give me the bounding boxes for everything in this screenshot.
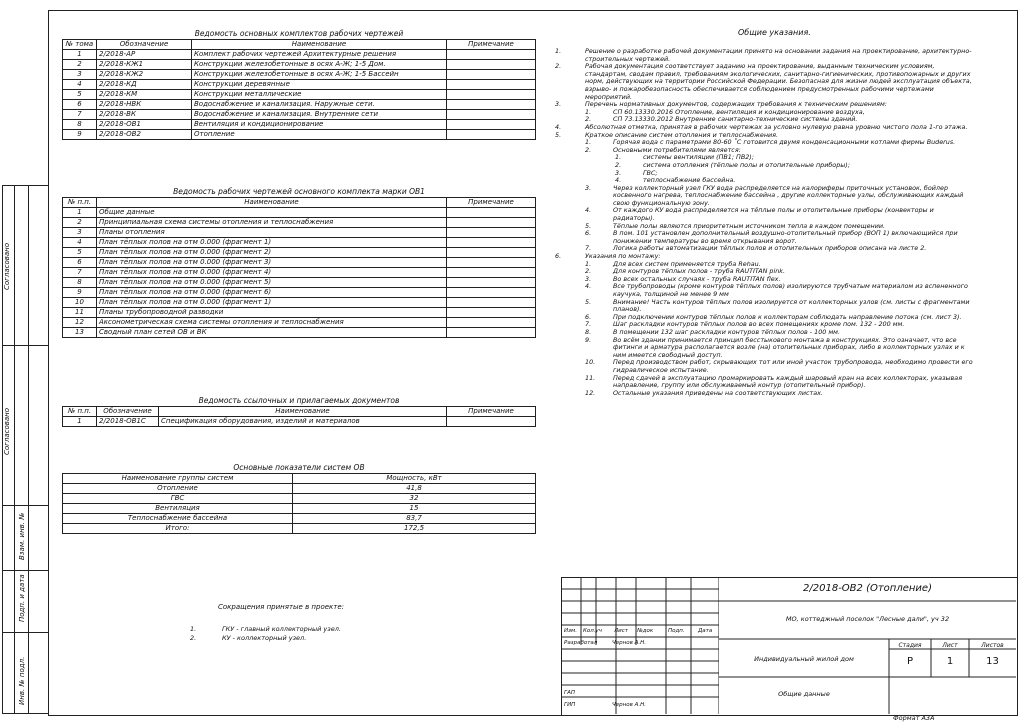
table-cell: 172,5	[293, 524, 536, 534]
side-label: Подп. и дата	[18, 574, 26, 622]
table-cell	[447, 70, 536, 80]
table-cell: 12	[63, 318, 97, 328]
table-row	[63, 248, 536, 258]
table-cell: 2/2018-НВК	[97, 100, 192, 110]
table-cell: Конструкции деревянные	[192, 80, 447, 90]
table-row	[63, 60, 536, 70]
project-address: МО, коттеджный поселок "Лесные дали", уч 32	[785, 615, 950, 623]
table-cell: ГВС	[63, 494, 293, 504]
col-header: Наименование	[159, 407, 447, 417]
table-cell: Вентиляция	[63, 504, 293, 514]
table-cell: План тёплых полов на отм 0.000 (фрагмент 3)	[97, 258, 447, 268]
side-label: Согласовано	[3, 407, 11, 455]
sheets-label: Листов	[981, 642, 1004, 649]
table-cell: 7	[63, 268, 97, 278]
note-number: 1.	[585, 107, 592, 116]
table-cell: План тёплых полов на отм 0.000 (фрагмент 6)	[97, 288, 447, 298]
table-cell: Вентиляция и кондиционирование	[192, 120, 447, 130]
note-text: Остальные указания приведены на соответствующих листах.	[613, 388, 823, 397]
main-sets-table	[62, 27, 536, 140]
table-cell	[447, 218, 536, 228]
table-cell	[447, 100, 536, 110]
note-number: 5.	[585, 297, 592, 306]
table-cell	[447, 90, 536, 100]
table-cell: Аксонометрическая схема системы отопления и теплоснабжения	[97, 318, 447, 328]
note-item	[555, 230, 975, 245]
note-text: система отопления (тёплые полы и отопительные приборы);	[643, 160, 850, 169]
table-cell	[447, 288, 536, 298]
table-row	[63, 90, 536, 100]
table-row	[63, 50, 536, 60]
table-cell: 3	[63, 228, 97, 238]
note-item	[555, 207, 975, 222]
table-row	[63, 228, 536, 238]
table-title: Ведомость основных комплектов рабочих чертежей	[194, 28, 404, 38]
table-cell: 2/2018-КЖ2	[97, 70, 192, 80]
table-cell: 6	[63, 258, 97, 268]
stamp-header: Изм.	[564, 628, 577, 634]
sheets-value: 13	[986, 656, 999, 667]
note-number: 12.	[585, 388, 596, 397]
table-cell: Принципиальная схема системы отопления и теплоснабжения	[97, 218, 447, 228]
stamp-role: ГИП	[564, 702, 576, 708]
table-cell: 6	[63, 100, 97, 110]
note-text: Для всех систем применяется труба Rehau.	[613, 259, 761, 268]
table-cell: 2/2018-ОВ2	[97, 130, 192, 140]
table-title: Ведомость рабочих чертежей основного комплекта марки ОВ1	[173, 186, 425, 196]
table-cell: Конструкции железобетонные в осях А-Ж; 1-5 Бассейн	[192, 70, 447, 80]
table-cell	[447, 298, 536, 308]
stamp-role: ГАП	[564, 690, 575, 696]
table-row	[63, 298, 536, 308]
note-text: Логика работы автоматизации тёплых полов и отопительных приборов описана на листе 2.	[613, 244, 927, 253]
note-text: В пом. 101 установлен дополнительный воздушно-отопительный прибор (ВОП 1) включающийся при понижении температуры во время открывания ворот.	[613, 229, 958, 245]
notes-list	[555, 48, 975, 397]
col-header: № п.п.	[63, 198, 97, 208]
col-header: Примечание	[447, 40, 536, 50]
note-number: 2.	[585, 267, 592, 276]
col-header: Мощность, кВт	[293, 474, 536, 484]
note-text: Рабочая документация соответствует заданию на проектирование, выданным техническим условиям, стандартам, сводам правил, требованиям экологических, санитарно-гигиенических, противопожарных и других норм, действующих на территории Российской Федерации. Безопасная для жизни людей эксплуатация объекта, взрыво- и пожаробезопасность обеспечивается соблюдением предусмотренных рабочими чертежами мероприятий.	[585, 62, 972, 101]
side-strip-inner	[14, 185, 49, 714]
note-number: 7.	[585, 244, 592, 253]
note-number: 1.	[585, 138, 592, 147]
table-cell	[447, 318, 536, 328]
note-text: СП 60.13330.2016 Отопление, вентиляция и кондиционирование воздуха,	[613, 107, 865, 116]
table-row	[63, 318, 536, 328]
note-number: 4.	[555, 122, 562, 131]
table-cell: 9	[63, 288, 97, 298]
table-cell	[447, 248, 536, 258]
side-divider	[2, 505, 48, 506]
stamp-header: №док	[637, 628, 654, 634]
table-cell: 1	[63, 208, 97, 218]
note-number: 4.	[615, 176, 622, 185]
table-cell: 9	[63, 130, 97, 140]
table-cell: Планы трубопроводной разводки	[97, 308, 447, 318]
note-item	[555, 283, 975, 298]
table-row	[63, 328, 536, 338]
table-cell	[447, 228, 536, 238]
abbrev-text: КУ - коллекторный узел.	[222, 634, 307, 642]
table-cell	[447, 258, 536, 268]
table-cell	[447, 328, 536, 338]
note-text: Горячая вода с параметрами 80-60 ˚С готовится двумя конденсационными котлами фирмы Buderus.	[613, 138, 956, 147]
note-number: 5.	[585, 221, 592, 230]
note-text: Указания по монтажу:	[585, 252, 661, 261]
stage-label: Стадия	[898, 642, 922, 649]
table-cell: План тёплых полов на отм 0.000 (фрагмент 1)	[97, 238, 447, 248]
table-cell: 1	[63, 417, 97, 427]
note-number: 1.	[585, 259, 592, 268]
table-row	[63, 484, 536, 494]
col-header: Примечание	[447, 407, 536, 417]
note-number: 5.	[555, 130, 562, 139]
note-text: Во всём здании принимается принцип бесстыкового монтажа в конструкциях. Это означает, что все фитинги и арматура располагается возле (на) отопительных приборах, либо в коллекторных узлах и к ним имеется свободный доступ.	[613, 335, 965, 359]
table-cell: План тёплых полов на отм 0.000 (фрагмент 2)	[97, 248, 447, 258]
table-cell: 2/2018-АР	[97, 50, 192, 60]
sheet-label: Лист	[942, 642, 958, 649]
table-cell	[447, 50, 536, 60]
object-name: Индивидуальный жилой дом	[754, 655, 854, 663]
col-header: № п.п.	[63, 407, 97, 417]
note-text: Перед производством работ, скрывающих тот или иной участок трубопровода, необходимо провести его гидравлическое испытание.	[613, 358, 973, 374]
col-header: Наименование группы систем	[63, 474, 293, 484]
table-row	[63, 258, 536, 268]
table-cell: 32	[293, 494, 536, 504]
side-label: Взам. инв. №	[18, 512, 26, 560]
abbrev-num: 1.	[190, 625, 197, 633]
table-row	[63, 494, 536, 504]
table-cell: Спецификация оборудования, изделий и материалов	[159, 417, 447, 427]
side-label: Согласовано	[3, 242, 11, 290]
note-text: теплоснабжение бассейна.	[643, 176, 736, 185]
note-text: Основными потребителями является:	[613, 145, 741, 154]
indicators-table	[62, 461, 536, 534]
table-row	[63, 514, 536, 524]
table-cell	[447, 278, 536, 288]
table-cell: 4	[63, 80, 97, 90]
note-number: 9.	[585, 335, 592, 344]
stamp-person: Чернов А.Н.	[612, 702, 646, 708]
table-cell: Водоснабжение и канализация. Внутренние сети	[192, 110, 447, 120]
note-text: Для контуров тёплых полов - труба RAUTITAN pink.	[613, 267, 786, 276]
note-number: 4.	[585, 282, 592, 291]
table-cell: Отопление	[63, 484, 293, 494]
table-cell: 5	[63, 90, 97, 100]
table-row	[63, 130, 536, 140]
note-text: Через коллекторный узел ГКУ вода распределяется на калориферы приточных установок, бойлер косвенного нагрева, теплоснабжение бассейна , другие коллекторные узлы, обслуживающих каждый свою функциональную зону.	[613, 183, 964, 207]
note-text: системы вентиляции (ПВ1; ПВ2);	[643, 153, 754, 162]
abbrev-text: ГКУ - главный коллекторный узел.	[222, 625, 341, 633]
col-header: Наименование	[192, 40, 447, 50]
note-text: СП 73.13330.2012 Внутренние санитарно-технические системы зданий.	[613, 115, 858, 124]
note-number: 6.	[585, 229, 592, 238]
table-cell	[447, 130, 536, 140]
table-cell: 10	[63, 298, 97, 308]
table-row	[63, 278, 536, 288]
table-cell: 2/2018-КМ	[97, 90, 192, 100]
table-row	[63, 268, 536, 278]
table-cell: 2/2018-ОВ1	[97, 120, 192, 130]
table-cell	[447, 60, 536, 70]
note-number: 3.	[585, 274, 592, 283]
note-number: 2.	[585, 115, 592, 124]
table-cell: План тёплых полов на отм 0.000 (фрагмент 1)	[97, 298, 447, 308]
table-row	[63, 308, 536, 318]
table-row	[63, 208, 536, 218]
table-row	[63, 288, 536, 298]
note-number: 3.	[555, 100, 562, 109]
table-cell: 3	[63, 70, 97, 80]
table-cell: 2/2018-КД	[97, 80, 192, 90]
col-header: Примечание	[447, 198, 536, 208]
table-cell: План тёплых полов на отм 0.000 (фрагмент 5)	[97, 278, 447, 288]
table-cell: Планы отопления	[97, 228, 447, 238]
table-title: Ведомость ссылочных и прилагаемых документов	[198, 395, 400, 405]
sheet-value: 1	[946, 656, 954, 667]
note-number: 4.	[585, 206, 592, 215]
table-cell: 2/2018-ОВ1С	[97, 417, 159, 427]
note-number: 3.	[585, 183, 592, 192]
table-cell: Конструкции железобетонные в осях А-Ж; 1-5 Дом.	[192, 60, 447, 70]
table-cell: Водоснабжение и канализация. Наружные сети.	[192, 100, 447, 110]
table-cell: 41,8	[293, 484, 536, 494]
table-cell: Конструкции металлические	[192, 90, 447, 100]
table-cell: 2/2018-КЖ1	[97, 60, 192, 70]
table-cell: 2/2018-ВК	[97, 110, 192, 120]
stamp-header: Дата	[698, 628, 713, 634]
note-text: В помещении 132 шаг раскладки контуров тёплых полов - 100 мм.	[613, 327, 841, 336]
note-number: 10.	[585, 358, 596, 367]
note-number: 6.	[555, 252, 562, 261]
side-divider	[2, 632, 48, 633]
table-cell: 13	[63, 328, 97, 338]
note-text: Внимание! Часть контуров тёплых полов изолируется от коллекторных узлов (см. листы с фрагментами планов).	[613, 297, 970, 314]
note-number: 2.	[615, 160, 622, 169]
note-text: Перечень нормативных документов, содержащих требования к техническим решениям:	[585, 100, 887, 109]
note-number: 8.	[585, 327, 592, 336]
table-row	[63, 120, 536, 130]
table-row	[63, 238, 536, 248]
table-cell: 11	[63, 308, 97, 318]
note-item	[555, 337, 975, 360]
notes-title: Общие указания.	[738, 28, 811, 37]
table-cell: 15	[293, 504, 536, 514]
table-cell: План тёплых полов на отм 0.000 (фрагмент 4)	[97, 268, 447, 278]
sheet-title: Общие данные	[778, 690, 830, 698]
table-cell: 2	[63, 60, 97, 70]
side-divider	[2, 570, 48, 571]
table-row	[63, 80, 536, 90]
side-label: Инв. № подл.	[18, 656, 26, 705]
note-item	[555, 63, 975, 101]
note-number: 1.	[615, 153, 622, 162]
table-cell	[447, 110, 536, 120]
note-text: Решение о разработке рабочей документации принято на основании задания на проектирование, архитектурно-строительных чертежей.	[585, 47, 972, 63]
col-header: № тома	[63, 40, 97, 50]
note-number: 2.	[585, 145, 592, 154]
table-cell: Итого:	[63, 524, 293, 534]
reference-docs-table	[62, 394, 536, 427]
abbrev-title: Сокращения принятые в проекте:	[218, 603, 345, 611]
note-number: 6.	[585, 312, 592, 321]
table-cell	[447, 80, 536, 90]
note-text: Шаг раскладки контуров тёплых полов во всех помещениях кроме пом. 132 - 200 мм.	[613, 320, 905, 329]
note-item	[555, 299, 975, 314]
stamp-header: Кол.уч	[583, 628, 603, 634]
note-text: Краткое описание систем отопления и теплоснабжения.	[585, 130, 779, 139]
table-cell: 1	[63, 50, 97, 60]
paper-format: Формат А3А	[893, 714, 935, 722]
table-row	[63, 524, 536, 534]
table-cell: 4	[63, 238, 97, 248]
side-divider	[2, 345, 48, 346]
stamp-header: Подп.	[668, 628, 685, 634]
col-header: Наименование	[97, 198, 447, 208]
table-cell: Общие данные	[97, 208, 447, 218]
note-item	[555, 48, 975, 63]
table-cell	[447, 268, 536, 278]
note-text: При подключении контуров тёплых полов к коллекторам соблюдать направление потока (см. лист 3).	[613, 312, 962, 321]
project-code: 2/2018-ОВ2 (Отопление)	[803, 583, 932, 594]
table-cell	[447, 417, 536, 427]
table-cell: 8	[63, 120, 97, 130]
table-cell	[447, 208, 536, 218]
table-cell: Отопление	[192, 130, 447, 140]
note-text: От каждого КУ вода распределяется на тёплые полы и отопительные приборы (конвекторы и радиаторы).	[613, 206, 934, 223]
table-cell: 2	[63, 218, 97, 228]
note-number: 3.	[615, 168, 622, 177]
table-cell: 5	[63, 248, 97, 258]
table-row	[63, 110, 536, 120]
note-number: 7.	[585, 320, 592, 329]
table-row	[63, 70, 536, 80]
note-number: 2.	[555, 62, 562, 71]
table-cell: Комплект рабочих чертежей Архитектурные решения	[192, 50, 447, 60]
abbrev-num: 2.	[190, 634, 197, 642]
table-row	[63, 504, 536, 514]
table-row	[63, 100, 536, 110]
table-row	[63, 218, 536, 228]
note-item	[555, 375, 975, 390]
note-item	[555, 185, 975, 208]
note-text: Перед сдачей в эксплуатацию промаркировать каждый шаровый кран на всех коллекторах, указывая направление, группу или обслуживаемый контур (отопительный прибор).	[613, 373, 963, 390]
stamp-role: Разработал	[564, 640, 598, 646]
table-cell: Теплоснабжение бассейна	[63, 514, 293, 524]
table-cell: 7	[63, 110, 97, 120]
note-text: Тёплые полы являются приоритетным источником тепла в каждом помещении.	[613, 221, 886, 230]
stamp-person: Чернов А.Н.	[612, 640, 646, 646]
col-header: Обозначение	[97, 40, 192, 50]
note-text: ГВС;	[643, 168, 658, 177]
table-cell: 8	[63, 278, 97, 288]
table-cell: 83,7	[293, 514, 536, 524]
ov1-drawings-table	[62, 185, 536, 338]
note-text: Абсолютная отметка, принятая в рабочих чертежах за условно нулевую равна уровню чистого пола 1-го этажа.	[585, 122, 968, 131]
note-text: Все трубопроводы (кроме контуров тёплых полов) изолируются трубчатым материалом из вспененного каучука, толщиной не менее 9 мм	[613, 282, 968, 298]
note-item	[555, 359, 975, 374]
note-number: 11.	[585, 373, 596, 382]
note-number: 1.	[555, 47, 562, 55]
stamp-header: Лист	[614, 628, 628, 634]
note-text: Во всех остальных случаях - труба RAUTITAN flex.	[613, 274, 781, 283]
note-item	[555, 390, 975, 398]
col-header: Обозначение	[97, 407, 159, 417]
stage-value: Р	[906, 656, 914, 667]
table-row	[63, 417, 536, 427]
table-cell	[447, 238, 536, 248]
table-title: Основные показатели систем ОВ	[233, 462, 365, 472]
table-cell	[447, 308, 536, 318]
table-cell: Сводный план сетей ОВ и ВК	[97, 328, 447, 338]
table-cell	[447, 120, 536, 130]
